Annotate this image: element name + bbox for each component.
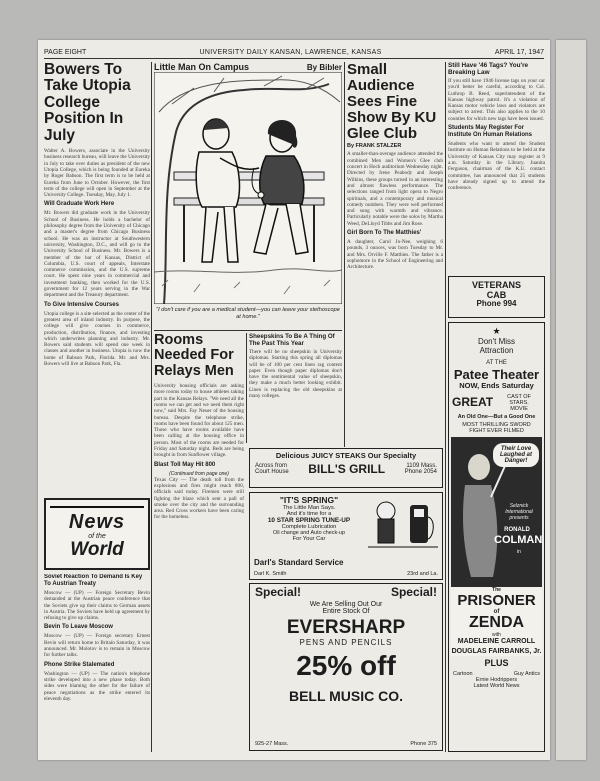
spring-line-4: Complete Lubrication xyxy=(281,524,337,530)
bills-grill-ad xyxy=(249,448,443,488)
adjacent-page-edge xyxy=(556,40,586,760)
bell-address: 925-27 Mass. xyxy=(255,741,289,747)
blast-continued: (Continued from page one) xyxy=(169,470,229,477)
spring-title: "IT'S SPRING" xyxy=(279,495,339,505)
darls-standard-ad xyxy=(249,492,443,580)
patee-name: Patee Theater xyxy=(453,367,540,382)
world-body-3: Washington — (UP) — The nation's telephone strike developed into a new phase today. Both sides were blaming the other for the failure of peace negotiations as the strike entered its eleventh day. xyxy=(44,670,150,702)
spring-line-5: Oil change and Auto check-up xyxy=(273,530,345,536)
bowers-body-2: Mr. Bowers did graduate work in the University School of Business. He holds a bachelor of philosophy degree from the University of Chicago and a master's degree from Chicago Business school. He was an instructor at Southwestern university, Washington, D.C., and will go to the University School of Business. Mr. Bowers is a member of the bar of Kansas, District of Columbia, U.S. court of appeals, Interstate commerce commission, and the U.S. supreme court. He spent nine years in commercial and investment banking, then worked for the U.S. government for 12 years serving in the War department and the Treasury department. xyxy=(44,210,150,299)
poster-of: of xyxy=(493,608,500,615)
patee-latest: Latest World News xyxy=(473,682,520,689)
poster-the: The xyxy=(492,586,501,593)
poster-madeleine: MADELEINE CARROLL xyxy=(457,638,536,646)
eversharp-ad xyxy=(249,583,443,751)
rooms-article xyxy=(154,333,244,753)
poster-bubble: Their Love Laughed at Danger! xyxy=(493,443,539,467)
matthies-subhead: Girl Born To The Matthies' xyxy=(347,230,422,237)
paper-name: UNIVERSITY DAILY KANSAN, LAWRENCE, KANSAS xyxy=(199,48,382,56)
patee-great: GREAT xyxy=(452,395,494,410)
world-subhead-3: Phone Strike Stalemated xyxy=(44,661,115,668)
darls-owner: Darl K. Smith xyxy=(254,571,287,577)
glee-headline: Small Audience Sees Fine Show By KU Glee Club xyxy=(347,62,437,142)
special-right: Special! xyxy=(390,585,437,599)
page-header xyxy=(44,46,544,59)
sheepskins-body: There will be no sheepskin in University diplomas. Starting this spring all diplomas will be of 100 per cent linen rag content paper. Even though paper diplomas don't have the sentimental value of sheepskin, they make a much better looking exhibit. Linen is replacing the old sheepskins at many colleges. xyxy=(249,349,342,400)
bowers-body-1: Walter A. Bowers, associate in the University business research bureau, will leave the University in July to take over duties as president of the new Utopia College, which is being founded at Eureka by Roger Babson. The first term is to be held at Eureka from June to October. However, the first term of the college will open in September at the University College. Tuesday, May, July 1. xyxy=(44,148,150,199)
blast-body: Texas City — The death toll from the explosions and fires might reach 800, officials said today. Firemen were still fighting the blaze which sent a pall of smoke over the city and the surrounding area. Red Cross workers have been caring for the homeless. xyxy=(154,476,244,521)
issue-date: APRIL 17, 1947 xyxy=(494,48,544,56)
spring-line-3: 10 STAR SPRING TUNE-UP xyxy=(267,517,351,524)
poster-in: in xyxy=(517,548,521,555)
eversharp-discount: 25% off xyxy=(296,649,396,681)
eversharp-line-3: PENS AND PENCILS xyxy=(299,637,393,647)
eversharp-line-1: We Are Selling Out Our xyxy=(309,600,383,608)
newspaper-page xyxy=(38,40,550,760)
patee-movie: MOVIE xyxy=(510,405,528,412)
gas-pump-icon xyxy=(368,497,438,551)
spring-line-2: And it's time for a xyxy=(286,511,332,517)
juicy-across-2: Court House xyxy=(255,469,289,476)
cartoon-illustration xyxy=(154,72,342,304)
spring-line-6: For Your Car xyxy=(292,536,326,542)
bowers-headline: Bowers To Take Utopia College Position In July xyxy=(44,62,131,144)
blast-subhead: Blast Toll May Hit 800 xyxy=(154,461,216,468)
sheepskins-article xyxy=(249,333,342,445)
news-of-the-world-logo xyxy=(44,498,150,570)
logo-of-the: of the xyxy=(88,533,106,541)
patee-ernie: Ernie Hodrippers xyxy=(475,676,518,683)
glee-byline: By FRANK STALZER xyxy=(347,143,402,150)
logo-news: News xyxy=(68,511,126,533)
patee-guy: Guy Antics xyxy=(513,670,540,677)
tags-body: If you still have 1946 license tags on your car you'd better be careful, according to Col. Luthrop B. Reed, superintendent of the Kansas highway patrol. It's a violation of Kansas motor vehicle laws and violators are subject to arrest. This also applies to the 10 counties for which new tags have been issued. xyxy=(448,78,545,122)
patee-cast: CAST OF STARS. xyxy=(507,393,531,406)
glee-article xyxy=(347,62,443,447)
darls-name: Darl's Standard Service xyxy=(254,557,344,567)
juicy-across: Across from xyxy=(255,463,288,470)
juicy-line: Delicious JUICY STEAKS Our Specialty xyxy=(275,451,417,460)
bowers-body-3: Utopia college is a site selected as the center of the greatest area of inland industry. In purpose, the college will give courses in commerce, production, distribution, finance, and investing which underwrites planning and industry. Mr. Bowers said students will spend one week in classes and another in business. Utopia is now the home of Babson Park, Florida. Mr. and Mrs. Bowers will live at Babson Park, Fla. xyxy=(44,310,150,368)
poster-selznick: Selznick International presents xyxy=(505,502,533,521)
bowers-subhead-2: To Give Intensive Courses xyxy=(44,301,119,308)
movie-poster xyxy=(451,437,542,587)
sheepskins-headline: Sheepskins To Be A Thing Of The Past This Year xyxy=(249,333,335,347)
veterans-line-2: CAB xyxy=(486,289,507,300)
patee-at: AT THE xyxy=(486,360,507,366)
rooms-headline: Rooms Needed For Relays Men xyxy=(154,333,234,379)
logo-world: World xyxy=(70,539,124,561)
veterans-cab-ad xyxy=(448,276,545,318)
cartoon-title: Little Man On Campus xyxy=(154,62,250,72)
darls-address: 23rd and La. xyxy=(407,571,438,577)
glee-body: A smaller-than-average audience attended the combined Men and Women's Glee club concert in Hoch auditorium Wednesday night. Directed by Irene Peabody and Joseph Wilkins, these groups turned in an interesting and almost flawless performance. The selections ranged from light opera to Negro spirituals, and a contemporary and musical comedy numbers. They were well performed and sung with warmth and vibrance. Particularly notable were the solos by Martha Weed, DeLloyd Tibbs and Jim Rose. xyxy=(347,151,443,227)
poster-prisoner: PRISONER xyxy=(457,592,536,609)
patee-cartoon: Cartoon xyxy=(453,670,473,677)
world-subhead-2: Bevin To Leave Moscow xyxy=(44,624,113,631)
bell-phone: Phone 375 xyxy=(410,741,437,747)
world-body-1: Moscow — (UP) — Foreign Secretary Bevin demanded at the Austrian peace conference that the Soviets give up their claims to German assets in Austria. The Soviets have held up agreement by refusing to give up claims. xyxy=(44,590,150,622)
veterans-line-1: VETERANS xyxy=(471,280,521,290)
poster-colman: COLMAN xyxy=(494,533,542,546)
special-left: Special! xyxy=(255,585,302,599)
spring-line-1: The Little Man Says. xyxy=(282,505,336,511)
bell-music-name: BELL MUSIC CO. xyxy=(288,687,404,704)
juicy-phone: Phone 2054 xyxy=(404,469,437,476)
patee-thrill: MOST THRILLING SWORD xyxy=(462,421,531,428)
institute-subhead: Students May Register For Institute On Human Relations xyxy=(448,125,533,139)
poster-zenda: ZENDA xyxy=(468,614,525,632)
poster-douglas: DOUGLAS FAIRBANKS, Jr. xyxy=(451,647,542,655)
world-subhead-1: Soviet Reaction To Demand Is Key To Austrian Treaty xyxy=(44,574,143,587)
poster-ronald: RONALD xyxy=(504,526,530,533)
eversharp-brand: EVERSHARP xyxy=(286,616,406,638)
bowers-subhead-1: Will Graduate Work Here xyxy=(44,201,115,208)
rooms-body: University housing officials are asking more rooms today to house athletes taking part in the Kansas Relays. "We need all the rooms we can get and we need them right now," said Mrs. Fay Neuer of the housing bureau. Despite the telephone strike, rooms have been found for about 125 men. Those who have rooms available have been calling at the housing office in person. Most of the rooms are needed for Friday and Saturday night. Beds are being brought in from Sunflower village. xyxy=(154,383,244,459)
patee-theater-ad xyxy=(448,322,545,752)
world-news xyxy=(44,574,150,754)
tags-article xyxy=(448,62,545,272)
cartoon-panel xyxy=(154,62,342,330)
page-number: PAGE EIGHT xyxy=(44,48,87,56)
world-body-2: Moscow — (UP) — Foreign secretary Ernest Bevin will return home to Britain Saturday, it was announced. Mr. Molotov is to remain in Moscow for further talks. xyxy=(44,633,150,659)
patee-ends: NOW, Ends Saturday xyxy=(459,380,534,390)
tags-headline: Still Have '46 Tags? You're Breaking Law xyxy=(448,62,529,76)
patee-line-1: Don't Miss xyxy=(477,337,516,346)
patee-old: An Old One—But a Good One xyxy=(457,413,536,420)
cartoon-caption: "I don't care if you are a medical student—you can leave your stethoscope at home." xyxy=(156,307,340,320)
patee-plus: PLUS xyxy=(484,658,509,669)
star-icon: ★ xyxy=(492,326,501,336)
cartoon-artist: By Bibler xyxy=(306,63,342,72)
veterans-phone: Phone 994 xyxy=(476,299,517,309)
institute-body: Students who want to attend the Student Institute on Human Relations to be held at the University of Kansas City may register at 9 a.m. Saturday in the Library. Juanita Ferguson, chairman of the K.U. contact committee, has announced that 25 students have already signed up to attend the conference. xyxy=(448,141,545,192)
poster-with: with xyxy=(492,632,501,639)
patee-fight: FIGHT EVER FILMED xyxy=(469,427,524,434)
patee-line-2: Attraction xyxy=(479,346,514,355)
juicy-address: 1109 Mass. xyxy=(406,463,437,470)
bills-grill-name: BILL'S GRILL xyxy=(308,462,386,476)
matthies-body: A daughter, Carol Jo-Nee, weighing 6 pounds, 3 ounces, was born Tuesday to Mr. and Mrs. Orville F. Matthies. The father is a sophomore in the School of Engineering and Architecture. xyxy=(347,239,443,271)
eversharp-line-2: Entire Stock Of xyxy=(322,607,370,615)
